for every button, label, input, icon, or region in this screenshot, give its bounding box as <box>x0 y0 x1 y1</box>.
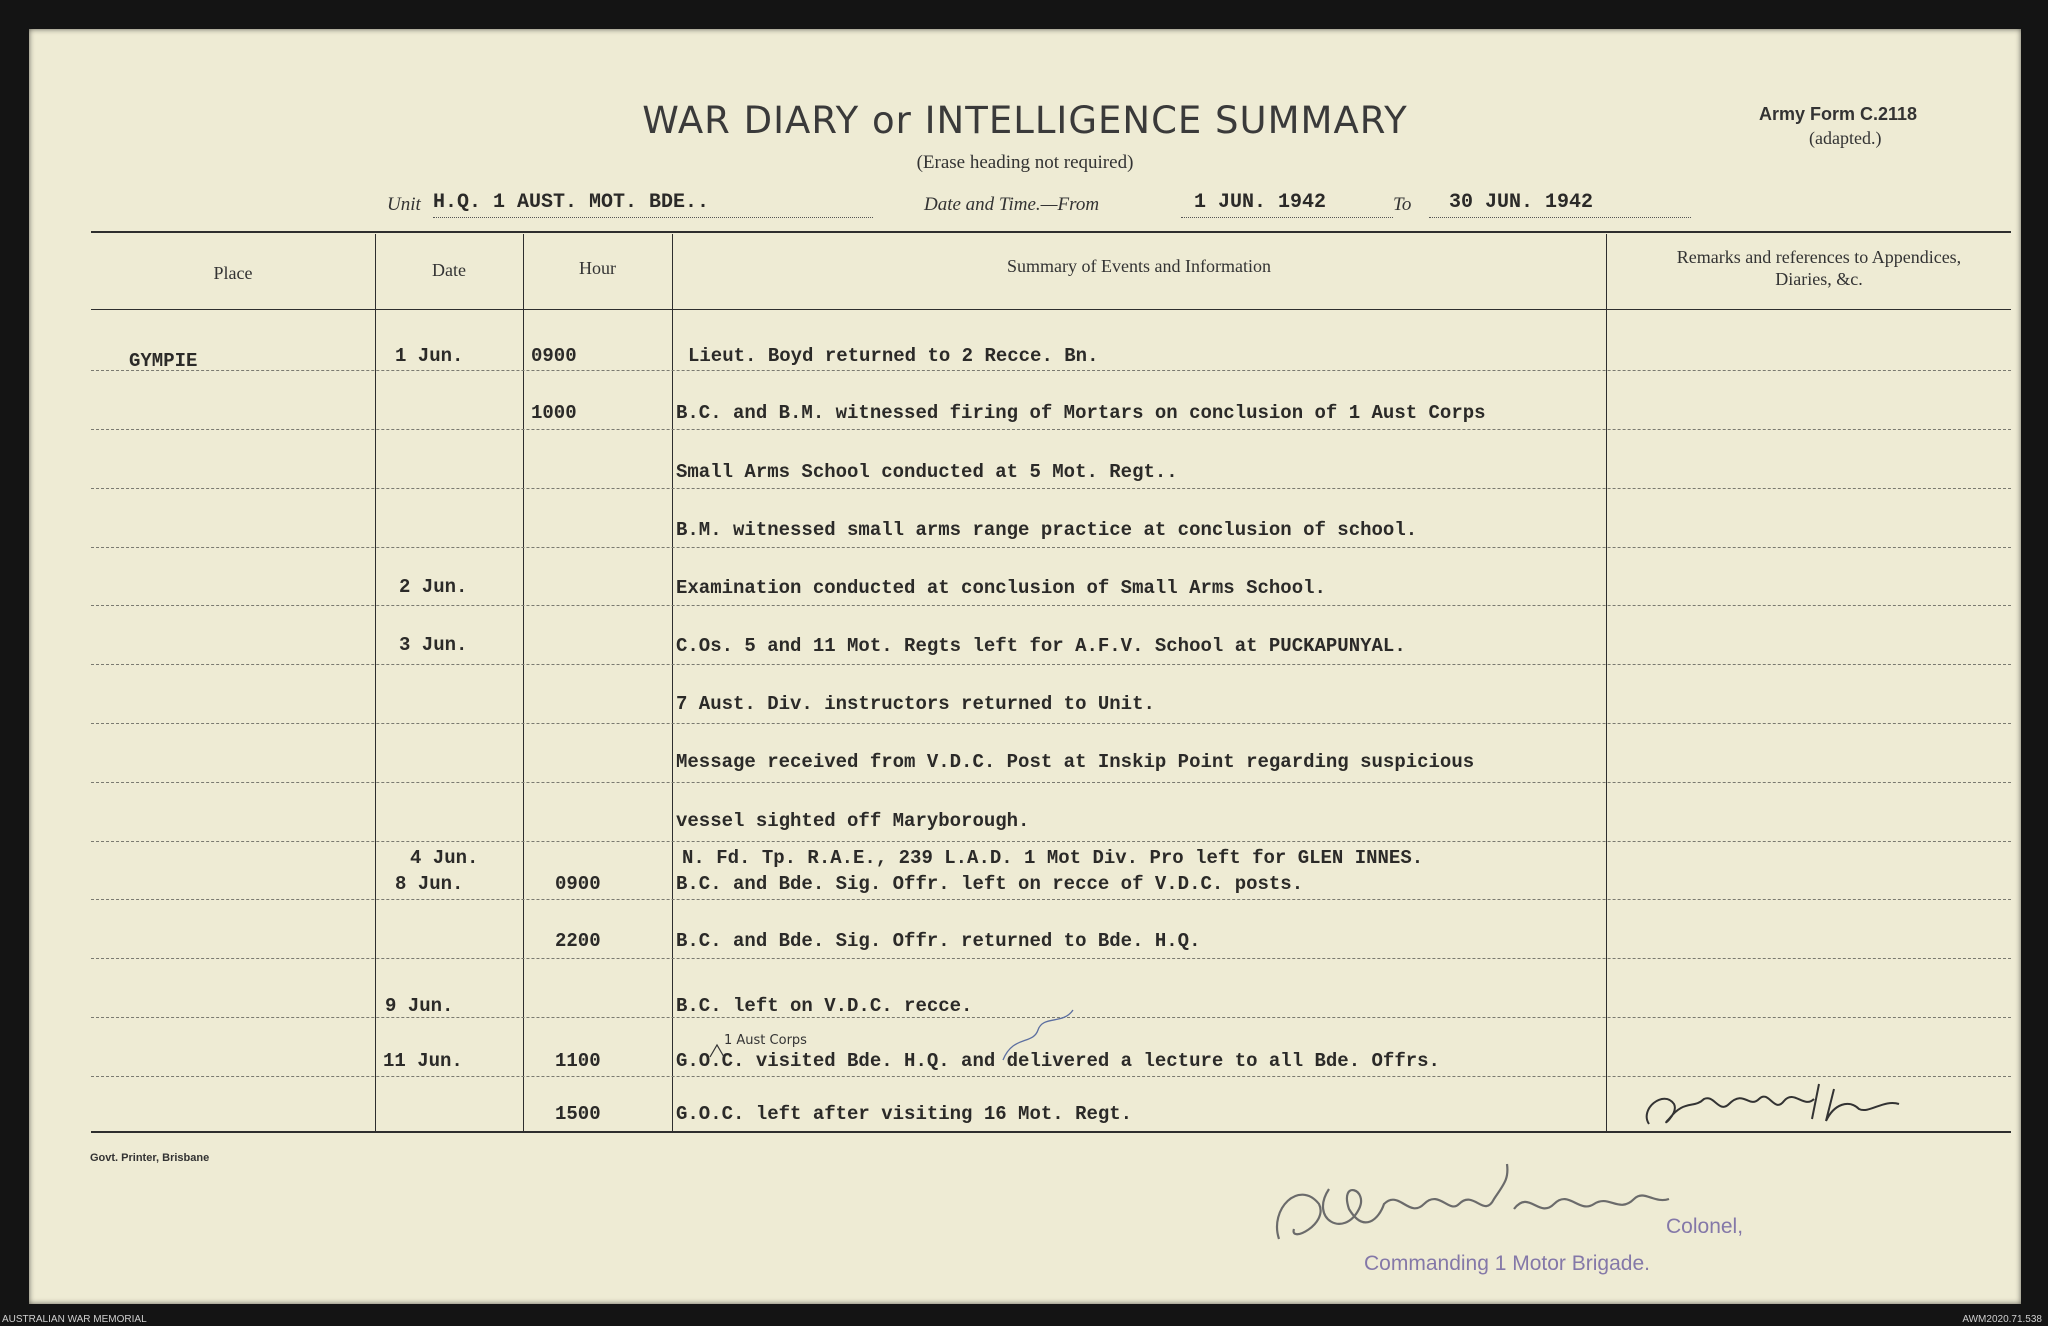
summary-cell: Examination conducted at conclusion of Small Arms School. <box>676 577 1326 599</box>
remarks-signature <box>1634 1069 1914 1139</box>
place-cell: GYMPIE <box>129 350 198 372</box>
ruled-line <box>91 899 2011 900</box>
column-divider-date <box>523 234 524 1131</box>
form-subtitle: (Erase heading not required) <box>916 152 1134 173</box>
form-number: Army Form C.2118 <box>1759 104 1918 124</box>
hour-cell: 1500 <box>555 1103 601 1125</box>
diary-sheet <box>29 29 2021 1304</box>
unit-label: Unit <box>387 194 421 215</box>
ruled-line <box>91 370 2011 371</box>
summary-cell: vessel sighted off Maryborough. <box>676 810 1030 832</box>
summary-cell: B.C. and Bde. Sig. Offr. left on recce of V.D.C. posts. <box>676 873 1304 895</box>
to-dotted-line <box>1429 217 1691 218</box>
ruled-line <box>91 841 2011 842</box>
summary-cell: Small Arms School conducted at 5 Mot. Regt.. <box>676 461 1178 483</box>
column-header-summary: Summary of Events and Information <box>1007 256 1271 276</box>
hour-cell: 2200 <box>555 930 601 952</box>
column-header-hour: Hour <box>579 258 616 278</box>
summary-cell: B.M. witnessed small arms range practice at conclusion of school. <box>676 519 1418 541</box>
ruled-line <box>91 488 2011 489</box>
ruled-line <box>91 429 2011 430</box>
footer-reference: AWM2020.71.538 <box>1962 1314 2042 1325</box>
column-divider-hour <box>672 234 673 1131</box>
hour-cell: 0900 <box>555 873 601 895</box>
ruled-line <box>91 723 2011 724</box>
column-header-place: Place <box>213 263 253 283</box>
ruled-line <box>91 664 2011 665</box>
column-divider-summary <box>1606 234 1607 1131</box>
column-header-date: Date <box>432 260 466 280</box>
table-top-rule <box>91 231 2011 233</box>
hour-cell: 1100 <box>555 1050 601 1072</box>
date-cell: 4 Jun. <box>410 847 479 869</box>
date-cell: 3 Jun. <box>399 634 468 656</box>
form-note: (adapted.) <box>1809 128 1882 148</box>
ruled-line <box>91 958 2011 959</box>
date-cell: 8 Jun. <box>395 873 464 895</box>
date-cell: 9 Jun. <box>385 995 454 1017</box>
form-title: WAR DIARY or INTELLIGENCE SUMMARY <box>642 99 1408 142</box>
footer-institution: AUSTRALIAN WAR MEMORIAL <box>2 1314 147 1325</box>
caret-mark <box>705 1039 735 1059</box>
summary-cell: G.O.C. left after visiting 16 Mot. Regt. <box>676 1103 1133 1125</box>
date-cell: 1 Jun. <box>395 345 464 367</box>
date-from-value: 1 JUN. 1942 <box>1194 191 1327 214</box>
handwritten-insert: 1 Aust Corps <box>724 1033 807 1048</box>
summary-cell: B.C. and Bde. Sig. Offr. returned to Bde. H.Q. <box>676 930 1201 952</box>
ruled-line <box>91 782 2011 783</box>
date-cell: 11 Jun. <box>383 1050 463 1072</box>
hour-cell: 0900 <box>531 345 577 367</box>
commander-signature <box>1249 1149 1689 1259</box>
summary-cell: G.O.C. visited Bde. H.Q. and delivered a lecture to all Bde. Offrs. <box>676 1050 1440 1072</box>
date-to-value: 30 JUN. 1942 <box>1449 191 1594 214</box>
unit-value: H.Q. 1 AUST. MOT. BDE.. <box>433 191 710 214</box>
column-header-remarks: Remarks and references to Appendices, Diaries, &c. <box>1676 247 1962 289</box>
date-cell: 2 Jun. <box>399 576 468 598</box>
from-dotted-line <box>1181 217 1393 218</box>
printer-imprint: Govt. Printer, Brisbane <box>90 1152 210 1164</box>
summary-cell: N. Fd. Tp. R.A.E., 239 L.A.D. 1 Mot Div. Pro left for GLEN INNES. <box>682 847 1424 869</box>
summary-cell: B.C. left on V.D.C. recce. <box>676 995 973 1017</box>
summary-cell: Message received from V.D.C. Post at Inskip Point regarding suspicious <box>676 751 1475 773</box>
date-to-label: To <box>1393 194 1412 215</box>
summary-cell: B.C. and B.M. witnessed firing of Mortars on conclusion of 1 Aust Corps <box>676 402 1486 424</box>
ruled-line <box>91 547 2011 548</box>
header-bottom-rule <box>91 309 2011 310</box>
column-divider-place <box>375 234 376 1131</box>
summary-cell: C.Os. 5 and 11 Mot. Regts left for A.F.V. School at PUCKAPUNYAL. <box>676 635 1406 657</box>
hour-cell: 1000 <box>531 402 577 424</box>
unit-dotted-line <box>433 217 873 218</box>
stamp-appointment: Commanding 1 Motor Brigade. <box>1364 1252 1650 1275</box>
handwritten-initial-mark <box>993 1005 1093 1065</box>
date-from-label: Date and Time.—From <box>924 194 1100 215</box>
summary-cell: 7 Aust. Div. instructors returned to Unit. <box>676 693 1155 715</box>
ruled-line <box>91 605 2011 606</box>
stamp-rank: Colonel, <box>1666 1215 1744 1238</box>
summary-cell: Lieut. Boyd returned to 2 Recce. Bn. <box>688 345 1099 367</box>
